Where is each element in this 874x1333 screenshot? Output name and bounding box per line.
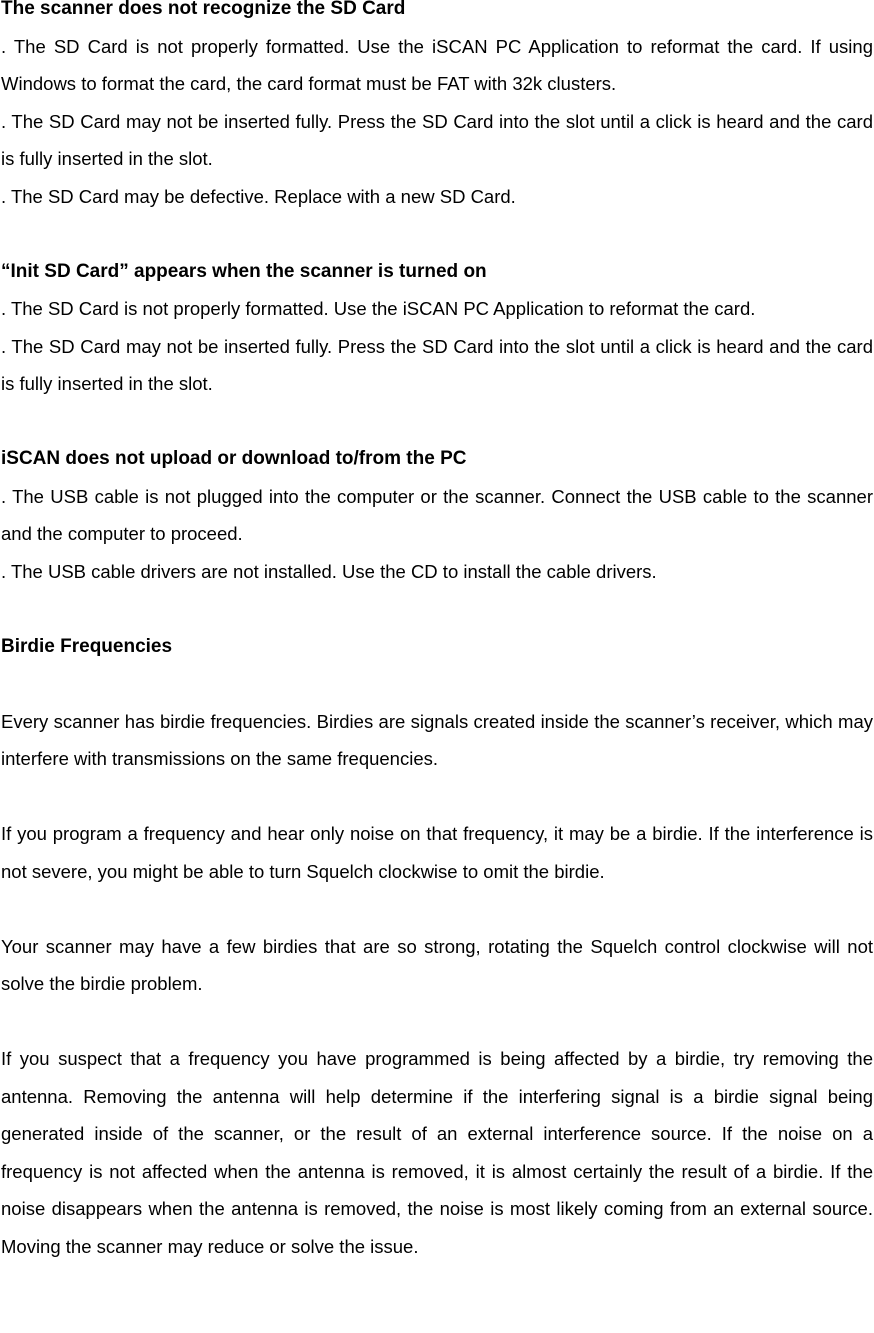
spacer — [1, 665, 873, 703]
body-paragraph: Every scanner has birdie frequencies. Birdies are signals created inside the scanner’s receiver, which may interfere with transmissions on the same frequencies. — [1, 710, 873, 769]
body-paragraph: Your scanner may have a few birdies that are so strong, rotating the Squelch control clockwise will not solve the birdie problem. — [1, 935, 873, 994]
spacer — [1, 215, 873, 253]
spacer — [1, 890, 873, 928]
spacer — [1, 778, 873, 816]
spacer — [1, 1003, 873, 1041]
troubleshoot-item: . The USB cable is not plugged into the computer or the scanner. Connect the USB cable to the scanner and the computer to proceed. — [1, 485, 873, 544]
troubleshoot-item: . The SD Card may not be inserted fully. Press the SD Card into the slot until a click is heard and the card is fully inserted in the slot. — [1, 110, 873, 169]
section-heading-birdie-frequencies: Birdie Frequencies — [1, 635, 173, 657]
spacer — [1, 590, 873, 628]
troubleshoot-item: . The SD Card is not properly formatted. Use the iSCAN PC Application to reformat the card. If using Windows to format the card, the card format must be FAT with 32k clusters. — [1, 35, 873, 94]
troubleshoot-item: . The SD Card may be defective. Replace with a new SD Card. — [1, 185, 516, 207]
troubleshoot-item: . The USB cable drivers are not installed. Use the CD to install the cable drivers. — [1, 560, 657, 582]
body-paragraph: If you program a frequency and hear only noise on that frequency, it may be a birdie. If the interference is not severe, you might be able to turn Squelch clockwise to omit the birdie. — [1, 823, 873, 882]
section-heading-iscan-upload: iSCAN does not upload or download to/from the PC — [1, 448, 467, 469]
troubleshoot-item: . The SD Card is not properly formatted. Use the iSCAN PC Application to reformat the card. — [1, 298, 756, 319]
section-heading-sd-card: The scanner does not recognize the SD Card — [1, 0, 406, 19]
body-paragraph: If you suspect that a frequency you have programmed is being affected by a birdie, try removing the antenna. Removing the antenna will help determine if the interfering signal is a birdie signal being generated inside of the scanner, or the result of an external interference source. If the noise on a frequency is not affected when the antenna is removed, it is almost certainly the result of a birdie. If the noise disappears when the antenna is removed, the noise is most likely coming from an external source. Moving the scanner may reduce or solve the issue. — [1, 1048, 873, 1257]
section-heading-init-sd-card: “Init SD Card” appears when the scanner is turned on — [1, 260, 487, 282]
spacer — [1, 403, 873, 441]
troubleshoot-item: . The SD Card may not be inserted fully. Press the SD Card into the slot until a click is heard and the card is fully inserted in the slot. — [1, 335, 873, 394]
